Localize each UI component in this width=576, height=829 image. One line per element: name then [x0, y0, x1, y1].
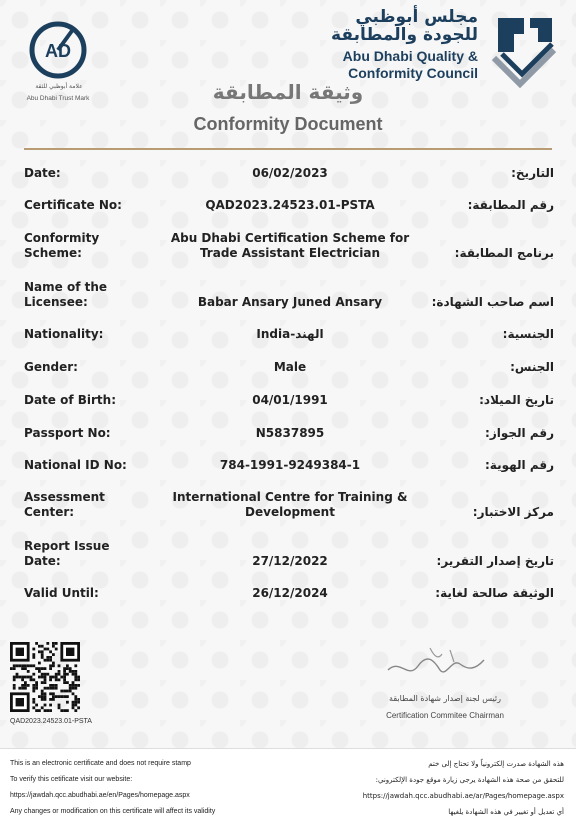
signature-title-arabic: رئيس لجنة إصدار شهادة المطابقة — [389, 694, 501, 703]
qr-caption: QAD2023.24523.01-PSTA — [10, 718, 92, 725]
field-label-arabic: الجنسية: — [502, 327, 554, 341]
field-value: 26/12/2024 — [252, 586, 328, 600]
field-label-english: Passport No: — [24, 426, 111, 440]
field-label-arabic: رقم الجواز: — [485, 426, 554, 440]
field-label-english: Nationality: — [24, 327, 104, 341]
ad-logo-text: AD — [45, 41, 71, 61]
field-value: 04/01/1991 — [252, 393, 328, 407]
council-logo — [318, 8, 558, 86]
ad-trust-mark-logo — [28, 20, 88, 80]
field-value: 06/02/2023 — [252, 166, 328, 180]
title-arabic: وثيقة المطابقة — [212, 80, 364, 104]
footer-link-en[interactable]: https://jawdah.qcc.abudhabi.ae/en/Pages/homepage.aspx — [10, 792, 190, 799]
field-label-arabic: مركز الاختبار: — [472, 505, 554, 519]
field-label-arabic: الجنس: — [510, 360, 554, 374]
qr-code — [10, 642, 80, 712]
ad-logo-arabic-caption: علامة أبوظبي للثقة — [35, 83, 83, 90]
footer-note-verify-ar: للتحقق من صحة هذه الشهادة يرجى زيارة موقع جودة الإلكتروني: — [375, 776, 564, 784]
footer-note-verify: To verify this cetificate visit our website: — [10, 776, 133, 783]
field-label-english: Valid Until: — [24, 586, 99, 600]
field-label-english: Date of Birth: — [24, 393, 117, 407]
field-label-arabic: برنامج المطابقة: — [454, 246, 554, 260]
council-name-english: Abu Dhabi Quality & Conformity Council — [342, 48, 478, 81]
footer-link-ar[interactable]: https://jawdah.qcc.abudhabi.ae/ar/Pages/homepage.aspx — [362, 792, 564, 800]
field-label-arabic: تاريخ إصدار التقرير: — [436, 554, 554, 568]
footer-note-validity: Any changes or modification on this certificate will affect its validity — [10, 808, 216, 815]
field-value: QAD2023.24523.01-PSTA — [205, 198, 375, 212]
title-english: Conformity Document — [193, 114, 383, 134]
title-divider — [24, 148, 552, 150]
field-label-english: Report Issue Date: — [24, 539, 110, 568]
field-label-english: Certificate No: — [24, 198, 122, 212]
ad-logo-english-caption: Abu Dhabi Trust Mark — [26, 95, 90, 102]
field-label-english: Date: — [24, 166, 61, 180]
field-value: 27/12/2022 — [252, 554, 328, 568]
field-label-arabic: رقم المطابقة: — [467, 198, 554, 212]
field-value: Male — [273, 360, 307, 374]
field-value: Abu Dhabi Certification Scheme for Trade Assistant Electrician — [170, 231, 410, 260]
field-label-english: Gender: — [24, 360, 78, 374]
field-value: International Centre for Training & Development — [172, 490, 408, 519]
field-label-english: National ID No: — [24, 458, 127, 472]
field-label-arabic: التاريخ: — [511, 166, 554, 180]
footer-note-electronic-ar: هذه الشهادة صدرت إلكترونياً ولا تحتاج إلى ختم — [428, 760, 564, 768]
signature-title-english: Certification Commitee Chairman — [386, 711, 504, 720]
field-label-english: Name of the Licensee: — [24, 280, 108, 309]
council-name-arabic: مجلس أبوظبي للجودة والمطابقة — [331, 7, 478, 45]
field-label-arabic: الوثيقة صالحة لغاية: — [435, 586, 554, 600]
signature-image — [380, 640, 490, 690]
header — [0, 0, 576, 150]
field-value: N5837895 — [255, 426, 325, 440]
field-label-arabic: تاريخ الميلاد: — [479, 393, 554, 407]
field-value: India-الهند — [256, 327, 324, 341]
field-label-english: Assessment Center: — [24, 490, 105, 519]
footer-note-electronic: This is an electronic certificate and does not require stamp — [10, 760, 191, 767]
field-value: Babar Ansary Juned Ansary — [197, 295, 383, 309]
footer — [0, 748, 576, 829]
field-label-english: Conformity Scheme: — [24, 231, 100, 260]
field-label-arabic: رقم الهوية: — [485, 458, 554, 472]
footer-note-validity-ar: أي تعديل أو تغيير في هذه الشهادة يلغيها — [448, 808, 564, 816]
field-value: 784-1991-9249384-1 — [219, 458, 361, 472]
council-emblem-icon — [490, 12, 558, 88]
field-label-arabic: اسم صاحب الشهادة: — [431, 295, 554, 309]
